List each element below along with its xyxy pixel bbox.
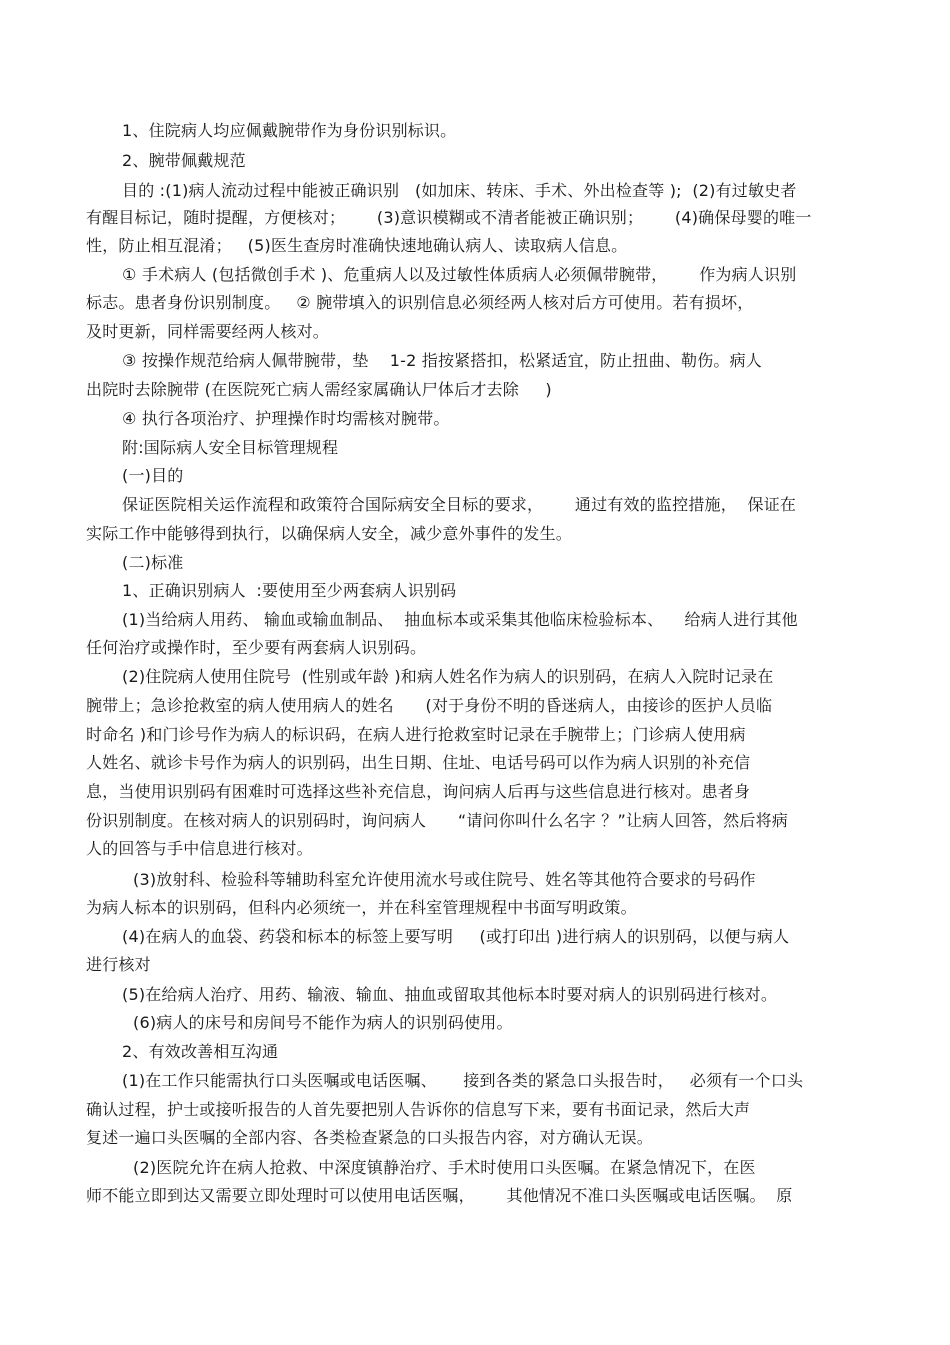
text-line: 确认过程，护士或接听报告的人首先要把别人告诉你的信息写下来，要有书面记录，然后大声 bbox=[86, 1100, 751, 1119]
text-line: (二)标准 bbox=[122, 553, 184, 572]
text-line: (1)当给病人用药、 输血或输血制品、 抽血标本或采集其他临床检验标本、 给病人进行其他 bbox=[122, 610, 798, 629]
text-line: 进行核对 bbox=[86, 955, 151, 974]
text-line: 息，当使用识别码有困难时可选择这些补充信息，询问病人后再与这些信息进行核对。患者身 bbox=[86, 782, 751, 801]
text-line: (2)医院允许在病人抢救、中深度镇静治疗、手术时使用口头医嘱。在紧急情况下，在医 bbox=[133, 1158, 756, 1177]
text-line: 份识别制度。在核对病人的识别码时，询问病人 “请问你叫什么名字 ？”让病人回答，然后将病 bbox=[86, 811, 788, 830]
text-line: 及时更新，同样需要经两人核对。 bbox=[86, 322, 330, 341]
text-line: 人的回答与手中信息进行核对。 bbox=[86, 839, 313, 858]
text-line: 1、住院病人均应佩戴腕带作为身份识别标识。 bbox=[122, 121, 457, 140]
text-line: 2、腕带佩戴规范 bbox=[122, 151, 246, 170]
text-line: 1、正确识别病人 :要使用至少两套病人识别码 bbox=[122, 581, 457, 600]
text-line: 实际工作中能够得到执行，以确保病人安全，减少意外事件的发生。 bbox=[86, 524, 573, 543]
text-line: (5)在给病人治疗、用药、输液、输血、抽血或留取其他标本时要对病人的识别码进行核对。 bbox=[122, 985, 778, 1004]
text-line: 2、有效改善相互沟通 bbox=[122, 1042, 279, 1061]
text-line: ④ 执行各项治疗、护理操作时均需核对腕带。 bbox=[122, 409, 450, 428]
text-line: (6)病人的床号和房间号不能作为病人的识别码使用。 bbox=[133, 1013, 513, 1032]
text-line: 性，防止相互混淆； (5)医生查房时准确快速地确认病人、读取病人信息。 bbox=[86, 236, 628, 255]
text-line: (一)目的 bbox=[122, 466, 184, 485]
text-line: 复述一遍口头医嘱的全部内容、各类检查紧急的口头报告内容，对方确认无误。 bbox=[86, 1128, 654, 1147]
text-line: 有醒目标记，随时提醒，方便核对； (3)意识模糊或不清者能被正确识别； (4)确保母婴的唯一 bbox=[86, 208, 812, 227]
text-line: 师不能立即到达又需要立即处理时可以使用电话医嘱， 其他情况不准口头医嘱或电话医嘱。 原 bbox=[86, 1186, 793, 1205]
text-line: 人姓名、就诊卡号作为病人的识别码，出生日期、住址、电话号码可以作为病人识别的补充信 bbox=[86, 753, 751, 772]
text-line: 腕带上；急诊抢救室的病人使用病人的姓名 (对于身份不明的昏迷病人，由接诊的医护人员临 bbox=[86, 696, 773, 715]
text-line: 附:国际病人安全目标管理规程 bbox=[122, 438, 339, 457]
text-line: 时命名 )和门诊号作为病人的标识码，在病人进行抢救室时记录在手腕带上；门诊病人使用病 bbox=[86, 725, 746, 744]
text-line: 任何治疗或操作时，至少要有两套病人识别码。 bbox=[86, 638, 427, 657]
text-line: ① 手术病人 (包括微创手术 )、危重病人以及过敏性体质病人必须佩带腕带， 作为病人识别 bbox=[122, 265, 797, 284]
text-line: (3)放射科、检验科等辅助科室允许使用流水号或住院号、姓名等其他符合要求的号码作 bbox=[133, 870, 756, 889]
text-line: 保证医院相关运作流程和政策符合国际病安全目标的要求， 通过有效的监控措施， 保证在 bbox=[122, 495, 797, 514]
text-line: 目的 :(1)病人流动过程中能被正确识别 (如加床、转床、手术、外出检查等 ); (2)有过敏史者 bbox=[122, 181, 797, 200]
text-line: (1)在工作只能需执行口头医嘱或电话医嘱、 接到各类的紧急口头报告时， 必须有一个口头 bbox=[122, 1071, 804, 1090]
text-line: 为病人标本的识别码，但科内必须统一，并在科室管理规程中书面写明政策。 bbox=[86, 898, 637, 917]
text-line: ③ 按操作规范给病人佩带腕带，垫 1-2 指按紧搭扣，松紧适宜，防止扭曲、勒伤。病人 bbox=[122, 351, 762, 370]
text-line: (2)住院病人使用住院号 (性别或年龄 )和病人姓名作为病人的识别码，在病人入院时记录在 bbox=[122, 667, 774, 686]
text-line: 出院时去除腕带 (在医院死亡病人需经家属确认尸体后才去除 ) bbox=[86, 380, 552, 399]
text-line: 标志。患者身份识别制度。 ② 腕带填入的识别信息必须经两人核对后方可使用。若有损坏， bbox=[86, 293, 754, 312]
text-line: (4)在病人的血袋、药袋和标本的标签上要写明 (或打印出 )进行病人的识别码，以便与病人 bbox=[122, 927, 790, 946]
